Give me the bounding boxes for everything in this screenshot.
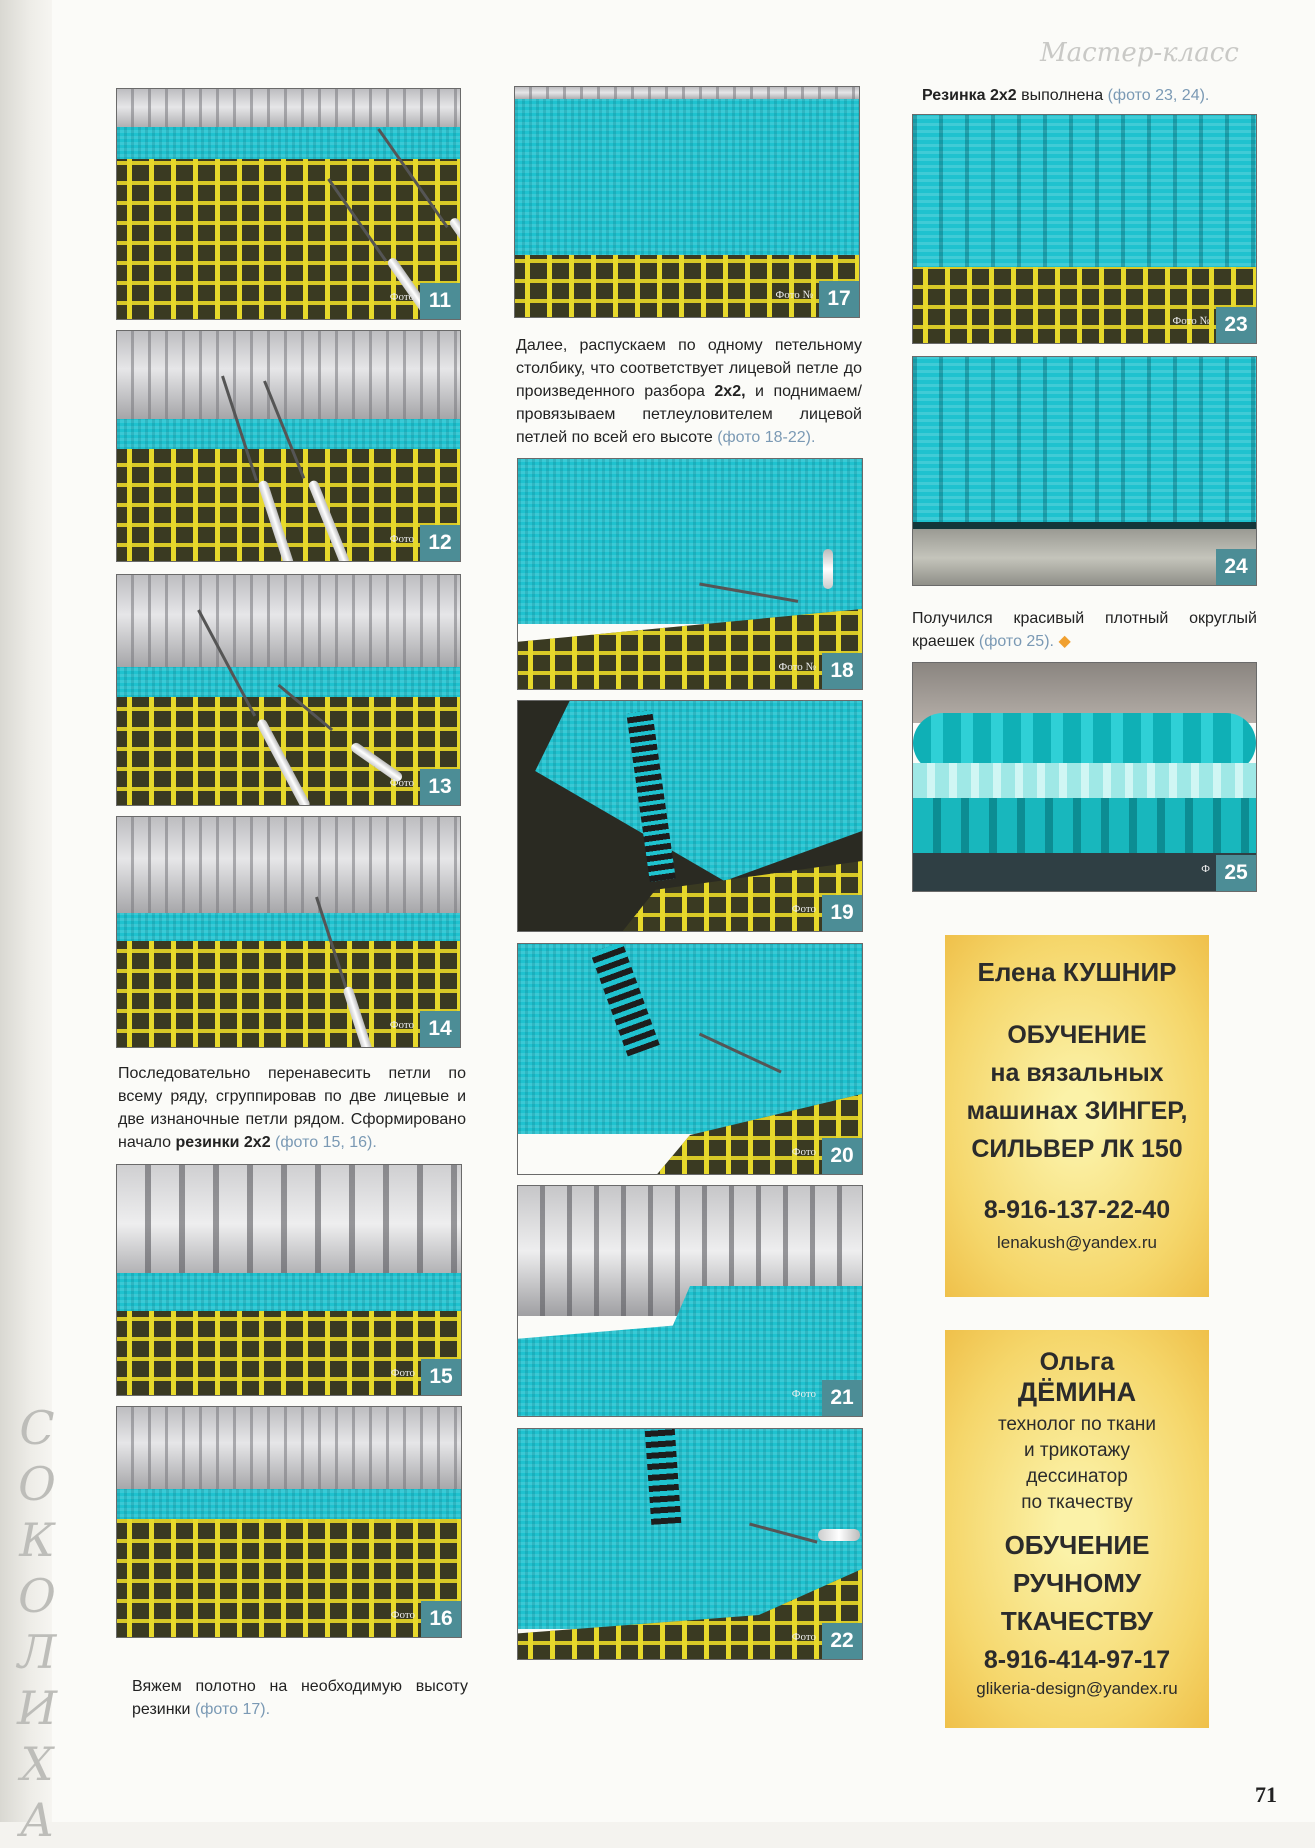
photo-reference: (фото 25). xyxy=(978,633,1054,650)
page-number: 71 xyxy=(1255,1782,1277,1807)
photo-22 xyxy=(517,1428,863,1660)
photo-reference: (фото 23, 24). xyxy=(1107,87,1210,104)
photo-number: 23 xyxy=(1216,307,1256,343)
photo-credit: Фото № xyxy=(778,661,816,673)
photo-credit: Фото xyxy=(389,777,414,789)
photo-20 xyxy=(517,943,863,1175)
photo-23 xyxy=(912,114,1257,344)
photo-15 xyxy=(116,1164,462,1396)
photo-number: 13 xyxy=(420,769,460,805)
ad-line: машинах ЗИНГЕР, xyxy=(966,1097,1188,1125)
photo-credit: Фото xyxy=(389,1019,414,1031)
ad-email: lenakush@yandex.ru xyxy=(997,1233,1157,1252)
caption-bold: резинки 2х2 xyxy=(175,1134,271,1151)
ad-line: на вязальных xyxy=(990,1059,1164,1087)
ad-phone: 8-916-414-97-17 xyxy=(983,1646,1171,1674)
caption-text-2: и поднимаем/провязываем петлеуловителем лицевой петлей по всей его высоте xyxy=(516,383,862,446)
photo-number: 22 xyxy=(822,1623,862,1659)
ad-role: и трикотажу xyxy=(1024,1440,1130,1461)
ad-kushnir xyxy=(945,935,1209,1297)
ad-role: технолог по ткани xyxy=(997,1414,1157,1435)
caption-text: Последовательно перенавесить петли по всему ряду, сгруппировав по две лицевые и две изнаночные петли рядом. Сформировано начало xyxy=(118,1065,466,1151)
caption-edge xyxy=(912,607,1257,653)
end-mark-icon: ◆ xyxy=(1058,633,1071,650)
photo-number: 18 xyxy=(822,653,862,689)
side-letter: Л xyxy=(17,1625,57,1679)
ad-line: СИЛЬВЕР ЛК 150 xyxy=(971,1135,1183,1163)
photo-19 xyxy=(517,700,863,932)
caption-text: Получился красивый плотный округлый краешек xyxy=(912,610,1257,650)
ad-line: ОБУЧЕНИЕ xyxy=(1004,1530,1150,1560)
photo-number: 14 xyxy=(420,1011,460,1047)
photo-credit: Фото xyxy=(390,1367,415,1379)
photo-credit: Фото xyxy=(389,291,414,303)
ad-role: дессинатор xyxy=(1026,1466,1128,1487)
side-letter: С xyxy=(19,1401,55,1455)
ad-line: РУЧНОМУ xyxy=(1012,1568,1142,1598)
caption-text: выполнена xyxy=(1016,87,1108,104)
caption-text: Вяжем полотно на необходимую высоту резинки xyxy=(132,1678,468,1718)
photo-number: 17 xyxy=(819,281,859,317)
photo-credit: Фото № xyxy=(1172,315,1210,327)
photo-reference: (фото 18-22). xyxy=(717,429,816,446)
photo-12 xyxy=(116,330,461,562)
side-letter: К xyxy=(19,1513,55,1567)
photo-credit: Фото xyxy=(390,1609,415,1621)
caption-bold: Резинка 2х2 xyxy=(922,87,1017,104)
photo-14 xyxy=(116,816,461,1048)
photo-24 xyxy=(912,356,1257,586)
side-letter: О xyxy=(18,1457,56,1511)
photo-credit: Фото № xyxy=(775,289,813,301)
photo-reference: (фото 15, 16). xyxy=(270,1134,377,1151)
ad-first-name: Ольга xyxy=(1039,1348,1115,1376)
ad-line: ТКАЧЕСТВУ xyxy=(1000,1606,1154,1636)
section-header: Мастер-класс xyxy=(1040,38,1239,68)
photo-number: 11 xyxy=(420,283,460,319)
caption-done xyxy=(922,84,1282,107)
ad-line: ОБУЧЕНИЕ xyxy=(1007,1021,1147,1049)
photo-number: 19 xyxy=(822,895,862,931)
photo-credit: Фото xyxy=(791,1146,816,1158)
photo-reference: (фото 17). xyxy=(194,1701,271,1718)
photo-credit: Фото xyxy=(389,533,414,545)
photo-16 xyxy=(116,1406,462,1638)
side-vertical-title xyxy=(12,1400,62,1848)
ad-role: по ткачеству xyxy=(1021,1492,1133,1513)
photo-18 xyxy=(517,458,863,690)
side-letter: Х xyxy=(20,1737,54,1791)
side-letter: И xyxy=(16,1681,58,1735)
photo-21 xyxy=(517,1185,863,1417)
photo-17 xyxy=(514,86,860,318)
caption-text: Далее, распускаем по одному петельному столбику, что соответствует лицевой петле до произведенного разбора xyxy=(516,337,862,400)
caption-unravel xyxy=(516,334,862,449)
ad-email: glikeria-design@yandex.ru xyxy=(976,1679,1178,1698)
photo-number: 25 xyxy=(1216,855,1256,891)
photo-25 xyxy=(912,662,1257,892)
caption-regroup xyxy=(118,1062,466,1154)
ad-last-name: ДЁМИНА xyxy=(1017,1377,1137,1407)
photo-13 xyxy=(116,574,461,806)
photo-number: 21 xyxy=(822,1380,862,1416)
photo-number: 15 xyxy=(421,1359,461,1395)
side-letter: О xyxy=(18,1569,56,1623)
photo-credit: Ф xyxy=(1201,863,1210,875)
ad-demina xyxy=(945,1330,1209,1728)
photo-number: 16 xyxy=(421,1601,461,1637)
photo-number: 20 xyxy=(822,1138,862,1174)
photo-11 xyxy=(116,88,461,320)
caption-bold: 2х2, xyxy=(714,383,746,400)
caption-height xyxy=(132,1675,468,1721)
photo-credit: Фото xyxy=(791,1388,816,1400)
photo-number: 24 xyxy=(1216,549,1256,585)
side-letter: А xyxy=(19,1793,55,1847)
photo-credit: Фото xyxy=(791,1631,816,1643)
photo-number: 12 xyxy=(420,525,460,561)
ad-phone: 8-916-137-22-40 xyxy=(983,1196,1171,1224)
photo-credit: Фото xyxy=(791,903,816,915)
ad-name: Елена КУШНИР xyxy=(977,957,1177,987)
